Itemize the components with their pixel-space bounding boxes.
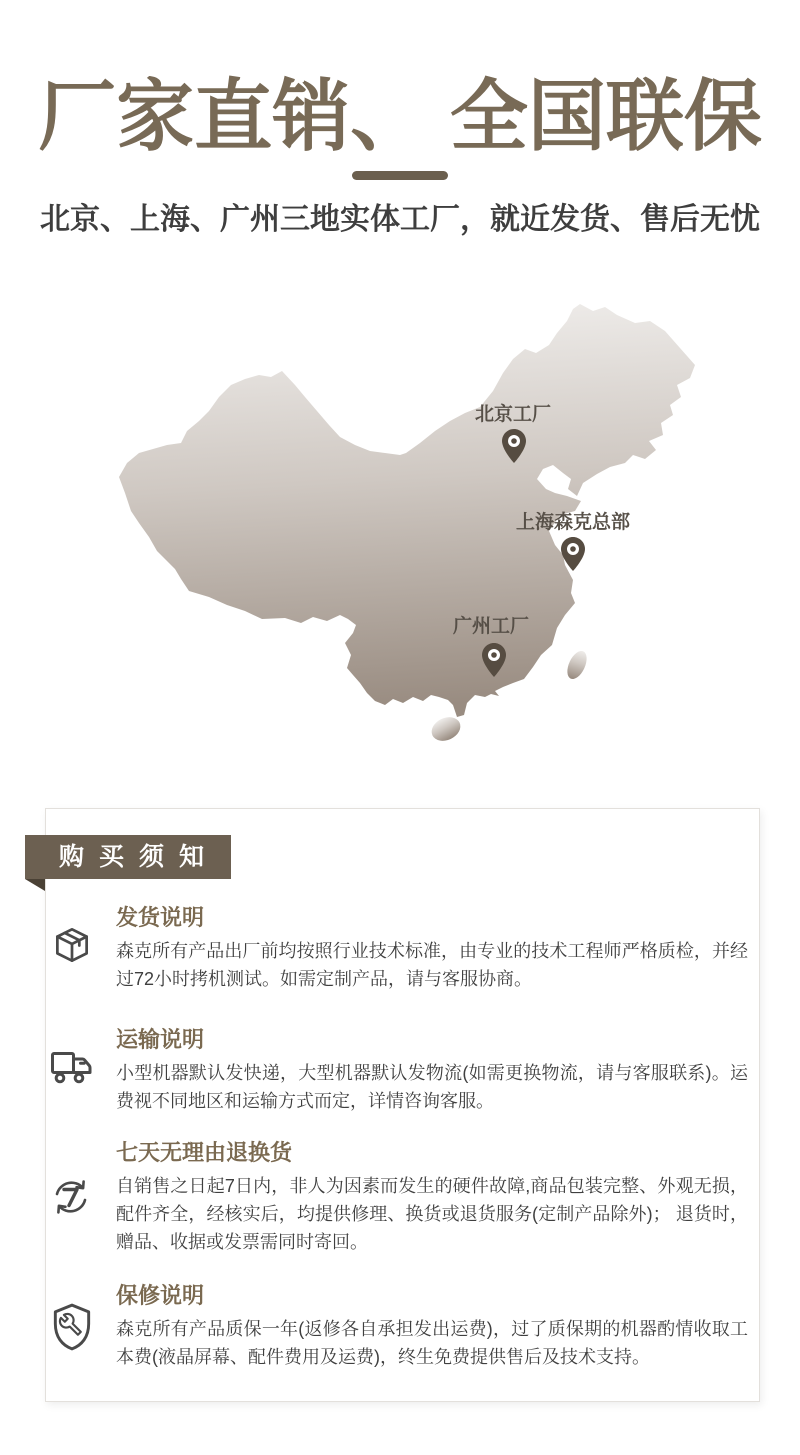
return-policy-section: [46, 1141, 759, 1256]
section-title: 七天无理由退换货: [116, 1140, 293, 1165]
ribbon-fold-corner: [25, 879, 45, 891]
map-label-beijing: 北京工厂: [474, 404, 552, 425]
title-divider: [352, 171, 448, 180]
section-body: 自销售之日起7日内，非人为因素而发生的硬件故障,商品包装完整、外观无损，配件齐全，经核实后，均提供修理、换货或退货服务(定制产品除外)； 退货时，赠品、收据或发票需同时寄回。: [116, 1176, 748, 1252]
taiwan-island-shape: [563, 648, 590, 682]
location-pin-icon-shanghai: [561, 537, 585, 571]
page-subtitle: 北京、上海、广州三地实体工厂，就近发货、售后无忧: [40, 203, 760, 236]
location-pin-icon-beijing: [502, 429, 526, 463]
map-label-guangzhou: 广州工厂: [452, 616, 530, 637]
section-body: 森克所有产品出厂前均按照行业技术标准，由专业的技术工程师严格质检，并经过72小时拷机测试。如需定制产品，请与客服协商。: [116, 941, 748, 989]
hainan-island-shape: [428, 713, 464, 746]
page-title: 厂家直销、 全国联保: [38, 72, 762, 160]
section-body: 小型机器默认发快递，大型机器默认发物流(如需更换物流，请与客服联系)。运费视不同地区和运输方式而定，详情咨询客服。: [116, 1063, 748, 1111]
shipping-section: [46, 906, 759, 993]
warranty-shield-icon: [49, 1302, 95, 1357]
transport-section: [46, 1028, 759, 1115]
purchase-notice-ribbon: 购买须知: [25, 835, 231, 879]
package-icon: [49, 922, 95, 973]
return-7-days-icon: [49, 1175, 93, 1224]
section-title: 运输说明: [116, 1027, 205, 1052]
location-pin-icon-guangzhou: [482, 643, 506, 677]
warranty-section: [46, 1284, 759, 1371]
truck-icon: [49, 1048, 95, 1093]
section-body: 森克所有产品质保一年(返修各自承担发出运费)，过了质保期的机器酌情收取工本费(液晶屏幕、配件费用及运费)，终生免费提供售后及技术支持。: [116, 1319, 748, 1367]
section-title: 发货说明: [116, 905, 205, 930]
map-label-shanghai: 上海森克总部: [515, 512, 631, 533]
section-title: 保修说明: [116, 1283, 205, 1308]
purchase-notice-card: [45, 808, 760, 1402]
